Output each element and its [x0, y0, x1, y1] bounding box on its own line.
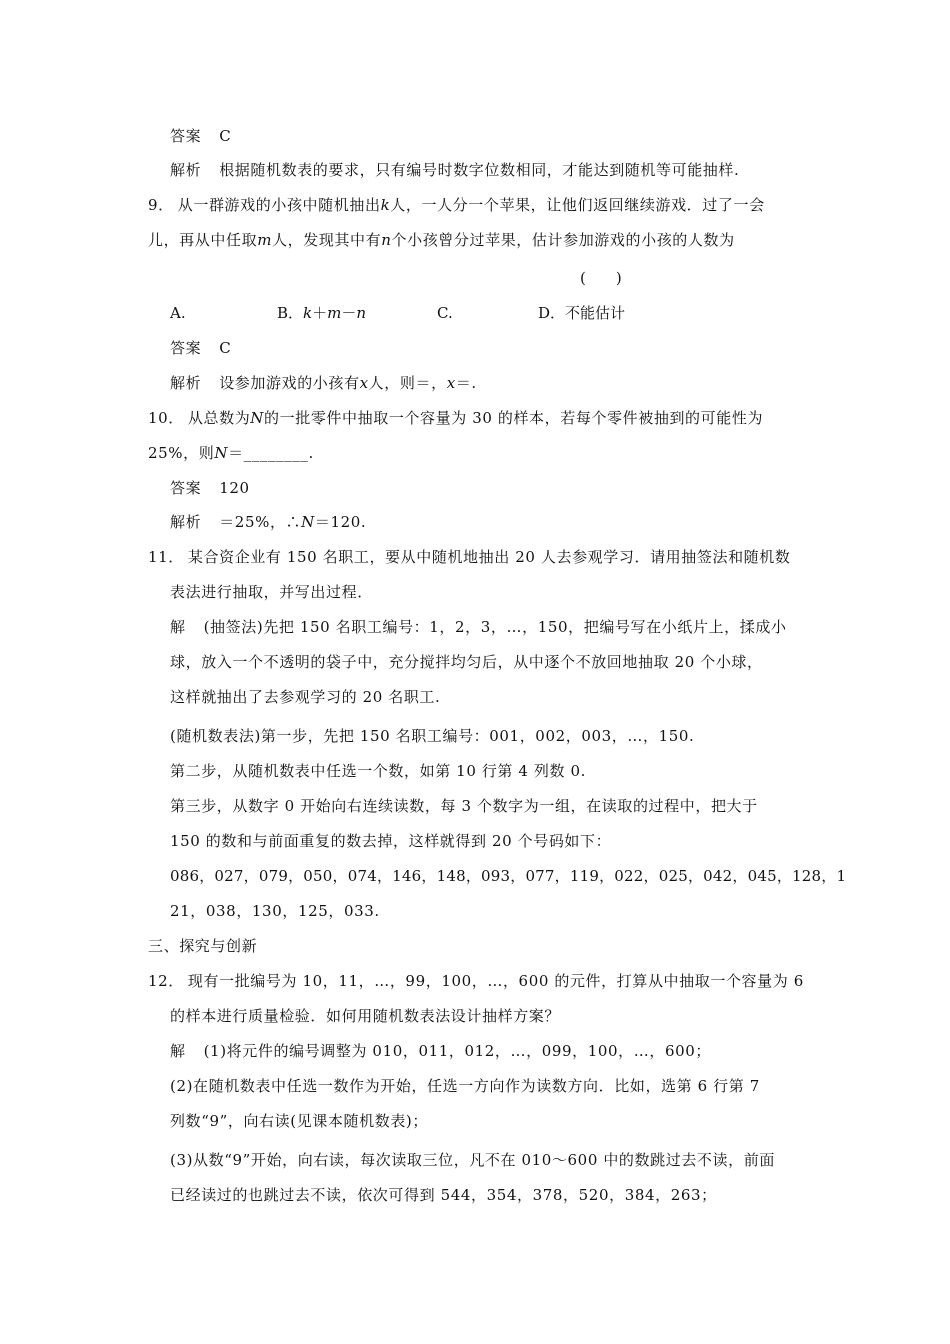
solution-12-line-2: (2)在随机数表中任选一数作为开始，任选一方向作为读数方向．比如，选第 6 行第 7: [170, 1077, 760, 1095]
solution-11-line-1: [170, 617, 787, 637]
var-x: x: [359, 374, 369, 392]
option-b: [277, 303, 366, 323]
solution-11-line-9: 21，038，130，125，033.: [170, 902, 380, 920]
solution-11-line-4: (随机数表法)第一步，先把 150 名职工编号：001，002，003，…，150.: [170, 727, 695, 745]
question-number: 10．: [148, 409, 184, 427]
solution-11-line-6: 第三步，从数字 0 开始向右连续读数，每 3 个数字为一组，在读取的过程中，把大于: [170, 797, 758, 815]
text: 设参加游戏的小孩有: [219, 374, 360, 392]
question-10-line-2: [148, 443, 314, 463]
solution-label: 解析: [170, 513, 202, 531]
answer-10: [170, 478, 250, 498]
solution-11-line-2: 球，放入一个不透明的袋子中，充分搅拌均匀后，从中逐个不放回地抽取 20 个小球，: [170, 653, 763, 671]
var-n: n: [381, 231, 392, 249]
solution-label: 解析: [170, 161, 202, 179]
section-heading: 三、探究与创新: [148, 937, 258, 955]
solution-8: [170, 160, 739, 180]
answer-label: 答案: [170, 339, 202, 357]
text: 个小孩曾分过苹果，估计参加游戏的小孩的人数为: [391, 231, 735, 249]
question-11-line-1: [148, 547, 790, 567]
solution-9: [170, 373, 477, 393]
text: 现有一批编号为 10，11，…，99，100，…，600 的元件，打算从中抽取一个容量为 6: [187, 972, 804, 990]
question-11-line-2: 表法进行抽取，并写出过程．: [170, 583, 373, 601]
text: 25%，则: [148, 444, 215, 462]
text: 人，一人分一个苹果，让他们返回继续游戏．过了一会: [390, 196, 765, 214]
text: ＝25%，∴: [219, 513, 302, 531]
option-c: C.: [437, 304, 453, 322]
solution-11-line-8: 086，027，079，050，074，146，148，093，077，119，022，025，042，045，128，1: [170, 867, 847, 885]
question-number: 12．: [148, 972, 184, 990]
answer-bracket: ( ): [580, 269, 622, 287]
var-n-upper: N: [250, 409, 265, 427]
plus: ＋: [312, 304, 328, 322]
text: 人，则＝，: [368, 374, 447, 392]
var-k: k: [380, 196, 391, 214]
solution-12-line-5: 已经读过的也跳过去不读，依次可得到 544，354，378，520，384，263；: [170, 1186, 717, 1204]
option-b-label: B．: [277, 304, 304, 322]
var-m: m: [327, 304, 342, 322]
question-9-line-1: [148, 195, 765, 215]
text: 的一批零件中抽取一个容量为 30 的样本，若每个零件被抽到的可能性为: [264, 409, 764, 427]
answer-label: 答案: [170, 127, 202, 145]
question-number: 11．: [148, 548, 184, 566]
solution-12-line-4: (3)从数“9”开始，向右读，每次读取三位，凡不在 010～600 中的数跳过去不读，前面: [170, 1151, 775, 1169]
answer-9: [170, 338, 231, 358]
answer-value: C: [219, 127, 232, 145]
solution-11-line-7: 150 的数和与前面重复的数去掉，这样就得到 20 个号码如下：: [170, 832, 612, 850]
solution-11-line-3: 这样就抽出了去参观学习的 20 名职工.: [170, 688, 441, 706]
text: ＝________.: [228, 444, 314, 462]
solution-label: 解析: [170, 374, 202, 392]
var-m: m: [257, 231, 273, 249]
text: 某合资企业有 150 名职工，要从中随机地抽出 20 人去参观学习．请用抽签法和随机数: [187, 548, 791, 566]
solution-text: 根据随机数表的要求，只有编号时数字位数相同，才能达到随机等可能抽样.: [219, 161, 740, 179]
solution-12-line-3: 列数“9”，向右读(见课本随机数表)；: [170, 1112, 428, 1130]
var-k: k: [303, 304, 313, 322]
text: 从一群游戏的小孩中随机抽出: [177, 196, 381, 214]
text: 从总数为: [187, 409, 251, 427]
solution-label: 解: [170, 1042, 186, 1060]
var-n-upper: N: [301, 513, 315, 531]
question-12-line-2: 的样本进行质量检验．如何用随机数表法设计抽样方案？: [170, 1007, 561, 1025]
var-n-upper: N: [214, 444, 229, 462]
var-n: n: [356, 304, 367, 322]
option-a: A.: [170, 304, 186, 322]
text: (抽签法)先把 150 名职工编号：1，2，3，…，150，把编号写在小纸片上，揉成小: [203, 618, 787, 636]
option-d: D．不能估计: [538, 304, 626, 322]
question-number: 9．: [148, 196, 174, 214]
text: (1)将元件的编号调整为 010，011，012，…，099，100，…，600；: [203, 1042, 712, 1060]
solution-label: 解: [170, 618, 186, 636]
answer-label: 答案: [170, 479, 202, 497]
answer-value: C: [219, 339, 232, 357]
solution-10: [170, 512, 366, 532]
text: 儿，再从中任取: [148, 231, 258, 249]
solution-11-line-5: 第二步，从随机数表中任选一个数，如第 10 行第 4 列数 0.: [170, 762, 586, 780]
answer-8: [170, 126, 231, 146]
var-x: x: [446, 374, 456, 392]
text: 人，发现其中有: [272, 231, 382, 249]
text: ＝.: [455, 374, 477, 392]
answer-value: 120: [219, 479, 250, 497]
minus: －: [341, 304, 357, 322]
solution-12-line-1: [170, 1041, 711, 1061]
question-12-line-1: [148, 971, 804, 991]
text: ＝120.: [314, 513, 367, 531]
question-9-line-2: [148, 230, 735, 250]
question-10-line-1: [148, 408, 763, 428]
